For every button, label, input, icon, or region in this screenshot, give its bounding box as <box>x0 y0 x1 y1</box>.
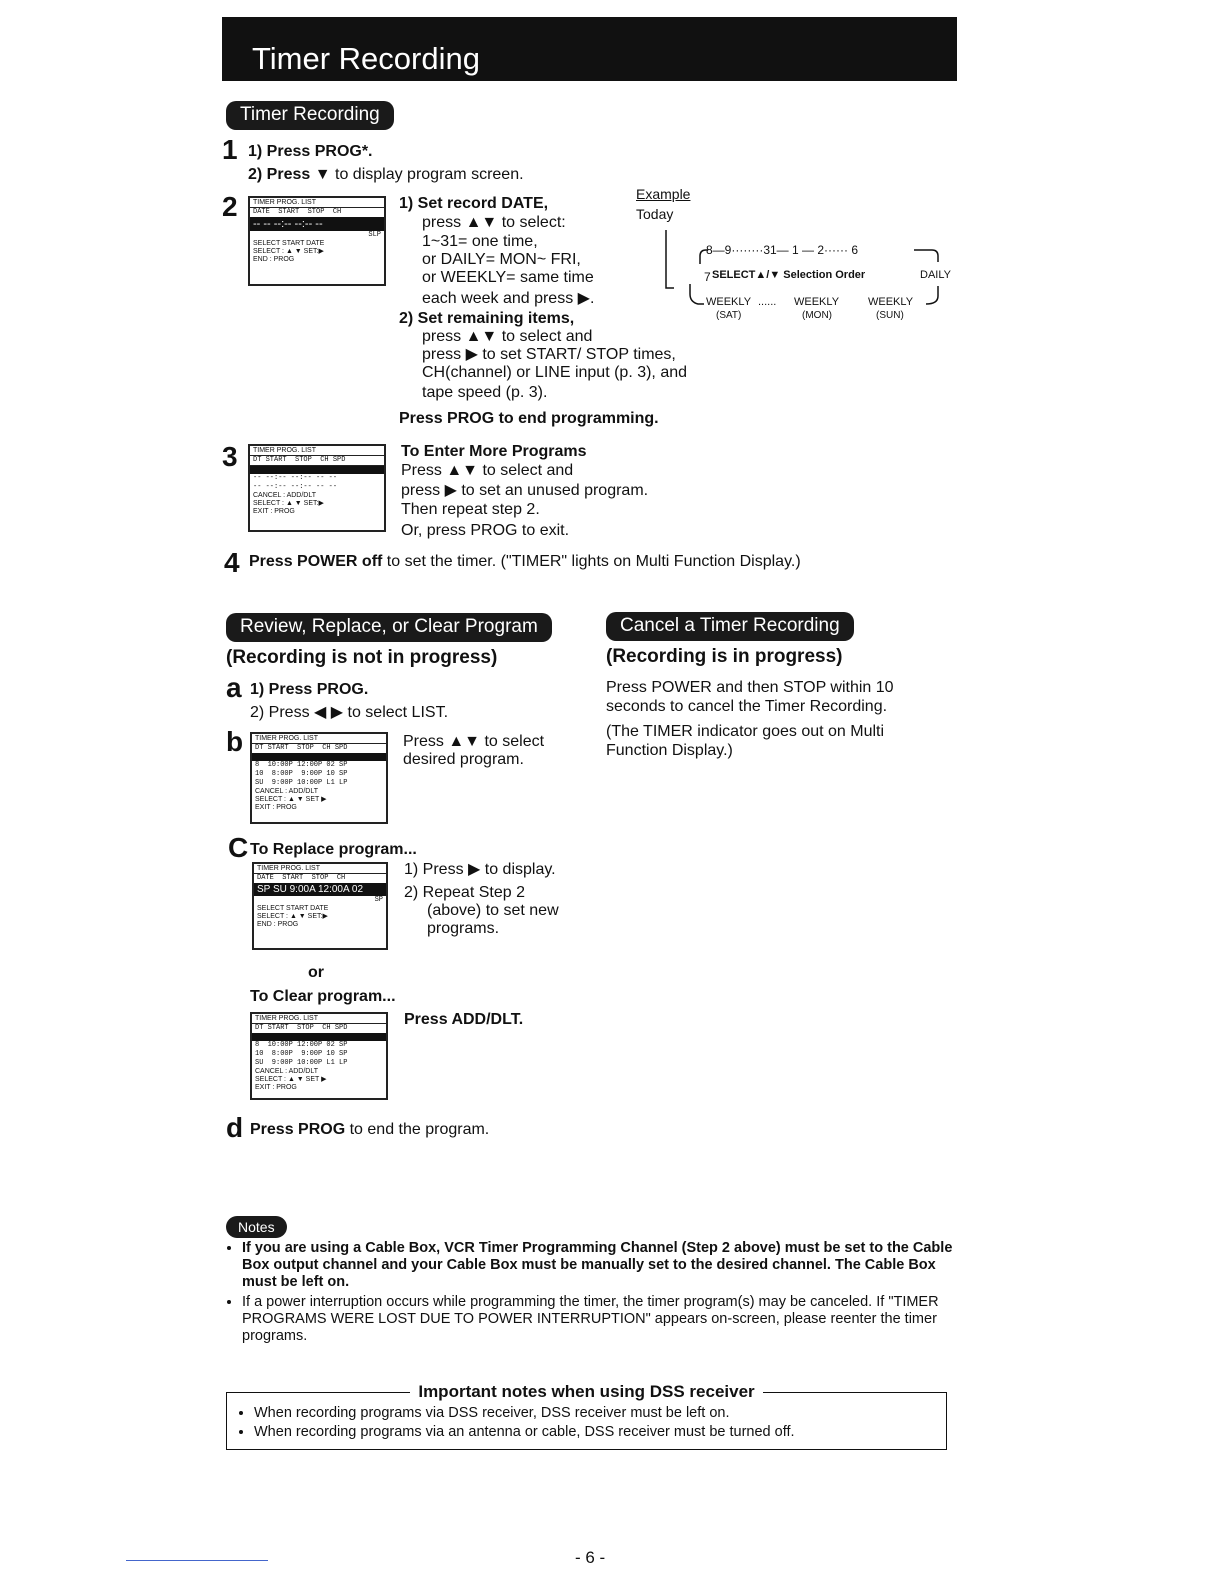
note-item: • If you are using a Cable Box, VCR Timer Programming Channel (Step 2 above) must be set to the Cable Box output channel and your Cable Box must be manually set to the desired channel. The Cable Box must be left on. <box>242 1240 961 1291</box>
screen-columns: DT START STOP CH SPD <box>255 744 348 752</box>
replace-line: programs. <box>427 920 500 937</box>
screen-row: 8 10:00P 12:00P 02 SP <box>255 1041 348 1049</box>
weekly-mon-label: WEEKLY <box>794 296 840 308</box>
step-letter: C <box>228 832 249 863</box>
section-pill-review: Review, Replace, or Clear Program <box>226 613 552 642</box>
page-number: - 6 - <box>575 1548 606 1567</box>
screen-row: 10 8:00P 9:00P 10 SP <box>255 770 348 778</box>
screen-footer: EXIT : PROG <box>255 1084 297 1091</box>
step-letter: b <box>226 726 244 757</box>
step4-line <box>249 552 801 571</box>
screen-footer: SELECT : ▲ ▼ SET ▶ <box>255 796 327 803</box>
screen-header: TIMER PROG. LIST <box>250 446 384 456</box>
screen-columns: DT START STOP CH SPD <box>250 456 384 466</box>
review-d-bold: Press PROG <box>250 1121 346 1138</box>
cancel-line: (The TIMER indicator goes out on Multi <box>606 723 885 740</box>
section-pill-cancel: Cancel a Timer Recording <box>606 612 854 641</box>
screen-sp: SP <box>374 896 383 904</box>
section-subtitle: (Recording is not in progress) <box>226 647 498 668</box>
step1-line2-text: ▼ to display program screen. <box>314 166 524 183</box>
screen-header: TIMER PROG. LIST <box>254 864 386 874</box>
step2-line: Press PROG to end programming. <box>399 410 659 427</box>
or-label: or <box>308 964 324 981</box>
dss-title <box>226 1382 947 1402</box>
screen-highlight-row: SP SU 9:00A 12:00A 02 <box>254 883 386 896</box>
screen-footer: END : PROG <box>257 921 299 928</box>
step2-line: CH(channel) or LINE input (p. 3), and <box>422 364 688 381</box>
program-screen-illustration <box>248 196 386 286</box>
program-list-screen-illustration <box>250 732 388 824</box>
step-number: 1 <box>222 134 238 165</box>
mon-label: (MON) <box>802 310 832 321</box>
dss-item: • When recording programs via an antenna or cable, DSS receiver must be turned off. <box>254 1423 795 1442</box>
screen-row: -- --:-- --:-- -- -- <box>253 483 338 491</box>
screen-row: SU 9:00P 10:00P L1 LP <box>255 779 348 787</box>
section-subtitle: (Recording is in progress) <box>606 646 843 667</box>
weekly-sat-label: WEEKLY <box>706 296 752 308</box>
screen-slp: SLP <box>368 231 381 239</box>
screen-footer: SELECT : ▲ ▼ SET:▶ <box>253 500 324 507</box>
screen-row: SU 9:00P 10:00P L1 LP <box>255 1059 348 1067</box>
dss-item: • When recording programs via DSS receiver, DSS receiver must be left on. <box>254 1404 795 1423</box>
screen-footer: END : PROG <box>253 256 295 263</box>
notes-list <box>226 1240 961 1348</box>
step4-text: to set the timer. ("TIMER" lights on Multi Function Display.) <box>382 553 801 570</box>
step2-line: press ▲▼ to select and <box>422 328 593 345</box>
step2-line: each week and press ▶. <box>422 290 595 307</box>
step3-line: Or, press PROG to exit. <box>401 522 570 539</box>
step3-line: Press ▲▼ to select and <box>401 462 574 479</box>
step2-line: or DAILY= MON~ FRI, <box>422 251 581 268</box>
screen-footer: SELECT START DATE <box>253 240 325 247</box>
sun-label: (SUN) <box>876 310 904 321</box>
page-title: Timer Recording <box>222 17 957 81</box>
step3-line: Then repeat step 2. <box>401 501 540 518</box>
screen-row: 8 10:00P 12:00P 02 SP <box>255 761 348 769</box>
screen-header: TIMER PROG. LIST <box>252 734 386 744</box>
replace-line: (above) to set new <box>427 902 559 919</box>
cancel-line: Press POWER and then STOP within 10 <box>606 679 894 696</box>
review-a-line: 2) Press ◀ ▶ to select LIST. <box>250 704 449 721</box>
dss-title-text: Important notes when using DSS receiver <box>410 1382 762 1401</box>
screen-row: -- --:-- --:-- -- -- <box>253 474 338 482</box>
step-letter: d <box>226 1112 244 1143</box>
sequence-text: 8—9········31— 1 — 2······ 6 <box>706 243 858 257</box>
screen-columns: DT START STOP CH SPD <box>255 1024 348 1032</box>
step4-bold: Press POWER off <box>249 553 383 570</box>
screen-footer: EXIT : PROG <box>253 508 295 515</box>
step2-line: tape speed (p. 3). <box>422 384 548 401</box>
replace-line: 1) Press ▶ to display. <box>404 861 556 878</box>
step3-line: press ▶ to set an unused program. <box>401 482 649 499</box>
step2-line: press ▲▼ to select: <box>422 214 566 231</box>
screen-footer: CANCEL : ADD/DLT <box>255 788 319 795</box>
review-b-line: desired program. <box>403 751 524 768</box>
screen-header: TIMER PROG. LIST <box>252 1014 386 1024</box>
step2-line: press ▶ to set START/ STOP times, <box>422 346 676 363</box>
notes-pill: Notes <box>226 1216 287 1238</box>
note-item: • If a power interruption occurs while programming the timer, the timer program(s) may be canceled. If "TIMER PROGRAMS WERE LOST DUE TO POWER INTERRUPTION" appears on-screen, please reenter the timer programs. <box>242 1294 961 1345</box>
step-number: 3 <box>222 441 238 472</box>
weekly-sun-label: WEEKLY <box>868 296 914 308</box>
step-number: 4 <box>224 547 240 578</box>
clear-text: Press ADD/DLT. <box>404 1011 524 1028</box>
screen-footer: CANCEL : ADD/DLT <box>255 1068 319 1075</box>
step2-line: 1~31= one time, <box>422 233 538 250</box>
program-list-screen-illustration <box>248 444 386 532</box>
step-letter: a <box>226 672 242 703</box>
screen-header: TIMER PROG. LIST <box>250 198 384 208</box>
step-number: 2 <box>222 191 238 222</box>
review-a-line: 1) Press PROG. <box>250 681 369 698</box>
section-pill-timer-recording: Timer Recording <box>226 101 394 130</box>
screen-columns: DATE START STOP CH <box>257 874 346 882</box>
review-d-text: to end the program. <box>345 1121 490 1138</box>
screen-footer: CANCEL : ADD/DLT <box>253 492 317 499</box>
screen-footer: EXIT : PROG <box>255 804 297 811</box>
screen-footer: SELECT : ▲ ▼ SET:▶ <box>257 913 328 920</box>
dots: ...... <box>758 296 777 308</box>
daily-label: DAILY <box>920 269 951 281</box>
cancel-line: seconds to cancel the Timer Recording. <box>606 698 888 715</box>
review-d-line <box>250 1120 489 1139</box>
screen-row: 10 8:00P 9:00P 10 SP <box>255 1050 348 1058</box>
screen-highlight-row <box>252 1033 386 1041</box>
today-label: Today <box>636 206 674 222</box>
screen-footer: SELECT : ▲ ▼ SET ▶ <box>255 1076 327 1083</box>
step1-line1: 1) Press PROG*. <box>248 143 373 160</box>
clear-heading: To Clear program... <box>250 988 396 1005</box>
example-label: Example <box>636 186 691 202</box>
screen-footer: SELECT START DATE <box>257 905 329 912</box>
dss-list <box>238 1404 795 1442</box>
step2-line: or WEEKLY= same time <box>422 269 594 286</box>
step2-line: 2) Set remaining items, <box>399 310 575 327</box>
program-screen-illustration <box>252 862 388 950</box>
screen-columns: DATE START STOP CH <box>253 208 342 216</box>
step1-line2 <box>248 165 524 184</box>
review-b-line: Press ▲▼ to select <box>403 733 545 750</box>
screen-highlight-row <box>252 753 386 761</box>
replace-line: 2) Repeat Step 2 <box>404 884 525 901</box>
seven-label: 7 <box>704 270 711 284</box>
step2-line: 1) Set record DATE, <box>399 195 549 212</box>
step1-press: 2) Press <box>248 166 311 183</box>
program-list-screen-illustration <box>250 1012 388 1100</box>
selection-order-label: SELECT▲/▼ Selection Order <box>712 269 866 281</box>
cancel-line: Function Display.) <box>606 742 733 759</box>
footer-rule <box>126 1560 268 1561</box>
screen-highlight-row <box>250 466 384 474</box>
screen-footer: SELECT : ▲ ▼ SET:▶ <box>253 248 324 255</box>
step3-line: To Enter More Programs <box>401 443 587 460</box>
sat-label: (SAT) <box>716 310 742 321</box>
replace-heading: To Replace program... <box>250 841 417 858</box>
selection-order-diagram <box>636 186 956 326</box>
screen-highlight-row: -- -- --:-- --:-- -- <box>250 217 384 231</box>
